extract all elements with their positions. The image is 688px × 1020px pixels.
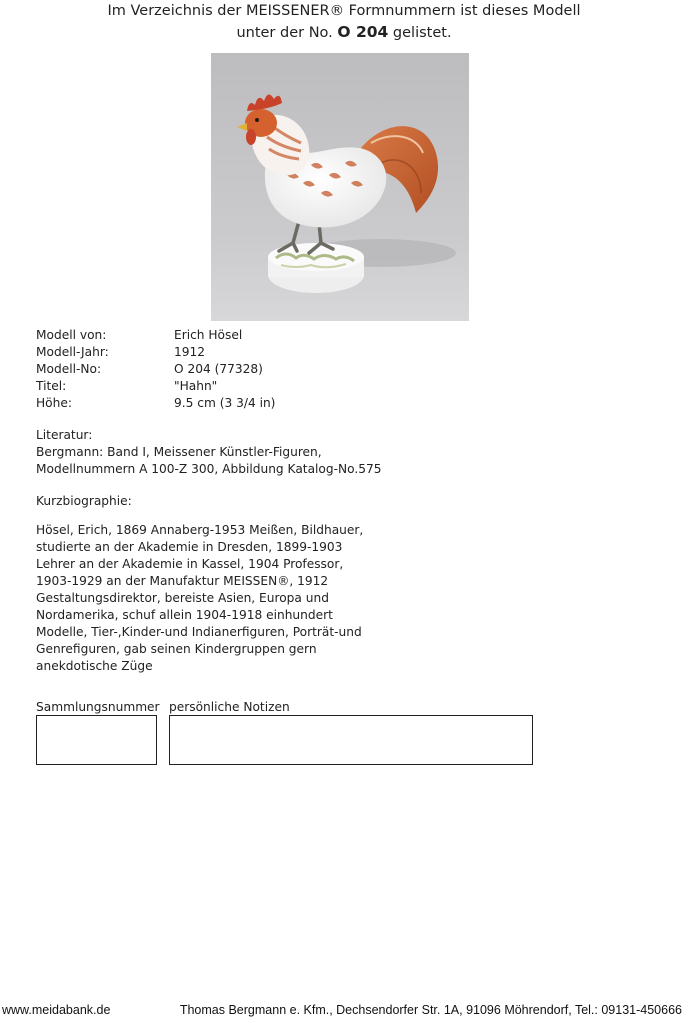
detail-row-height — [36, 395, 275, 412]
biography-line: Hösel, Erich, 1869 Annaberg-1953 Meißen, Bildhauer, — [36, 523, 364, 537]
literature-line: Bergmann: Band I, Meissener Künstler-Figuren, — [36, 445, 322, 459]
detail-key: Höhe: — [36, 396, 72, 410]
biography-line: anekdotische Züge — [36, 659, 153, 673]
footer-website[interactable]: www.meidabank.de — [2, 1003, 111, 1017]
biography-line: Modelle, Tier-,Kinder-und Indianerfiguren, Porträt-und — [36, 625, 362, 639]
model-details — [36, 327, 275, 412]
personal-notes-field[interactable] — [169, 715, 533, 765]
biography-line: 1903-1929 an der Manufaktur MEISSEN®, 1912 — [36, 574, 329, 588]
detail-value: 9.5 cm (3 3/4 in) — [174, 396, 276, 410]
collection-number-label: Sammlungsnummer — [36, 700, 160, 714]
detail-key: Modell von: — [36, 328, 107, 342]
detail-key: Modell-No: — [36, 362, 102, 376]
collection-number-field[interactable] — [36, 715, 157, 765]
literature-heading: Literatur: — [36, 428, 93, 442]
header-line-2-post: gelistet. — [388, 25, 452, 41]
detail-value: Erich Hösel — [174, 328, 243, 342]
detail-key: Modell-Jahr: — [36, 345, 109, 359]
detail-key: Titel: — [36, 379, 67, 393]
detail-value: "Hahn" — [174, 379, 218, 393]
header-line-1: Im Verzeichnis der MEISSENER® Formnummern ist dieses Modell — [107, 3, 581, 19]
detail-value: O 204 (77328) — [174, 362, 263, 376]
header — [0, 0, 688, 44]
biography-line: Nordamerika, schuf allein 1904-1918 einhundert — [36, 608, 333, 622]
biography-line: Lehrer an der Akademie in Kassel, 1904 Professor, — [36, 557, 344, 571]
detail-row-year — [36, 344, 275, 361]
biography-text — [36, 522, 363, 675]
figurine-photo — [211, 53, 469, 321]
detail-value: 1912 — [174, 345, 206, 359]
footer-address: Thomas Bergmann e. Kfm., Dechsendorfer Str. 1A, 91096 Möhrendorf, Tel.: 09131-450666 — [179, 1003, 682, 1017]
detail-row-modeller — [36, 327, 275, 344]
biography-line: Genrefiguren, gab seinen Kindergruppen gern — [36, 642, 317, 656]
biography-line: Gestaltungsdirektor, bereiste Asien, Europa und — [36, 591, 329, 605]
header-line-2-pre: unter der No. — [236, 25, 338, 41]
literature-section — [36, 427, 382, 478]
header-line-2 — [0, 22, 688, 44]
detail-row-model-no — [36, 361, 275, 378]
detail-row-title — [36, 378, 275, 395]
literature-line: Modellnummern A 100-Z 300, Abbildung Katalog-No.575 — [36, 462, 382, 476]
personal-notes-label: persönliche Notizen — [169, 700, 290, 714]
model-number: O 204 — [337, 23, 389, 41]
biography-line: studierte an der Akademie in Dresden, 1899-1903 — [36, 540, 343, 554]
biography-heading: Kurzbiographie: — [36, 494, 132, 508]
